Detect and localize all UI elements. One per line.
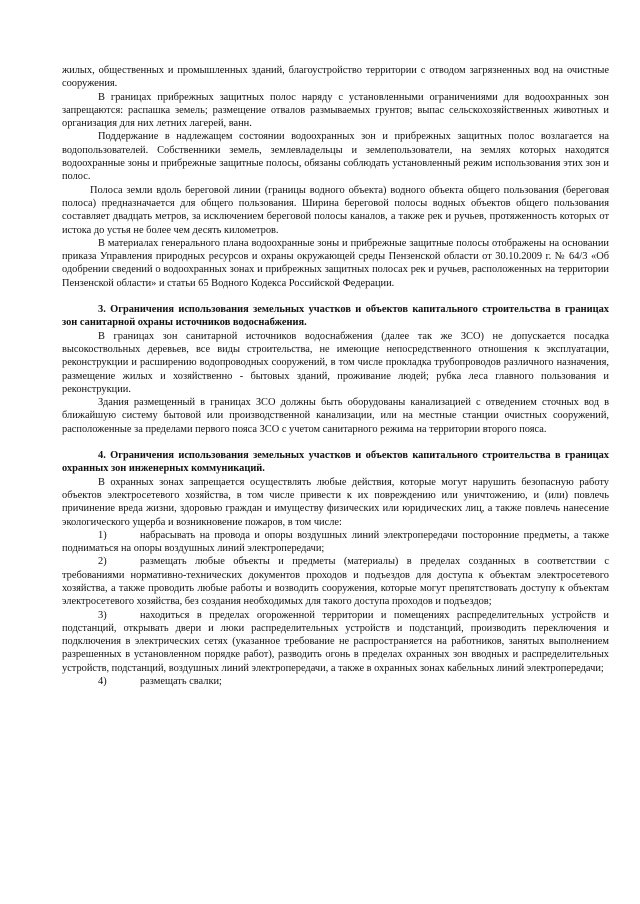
list-item-number: 4) [98, 676, 107, 688]
section-spacer [62, 290, 609, 303]
list-item-text: размещать любые объекты и предметы (материалы) в пределах созданных в соответствии с требованиями нормативно-технических документов проходов и подъездов для доступа к объектам электросетевого хозяйства, а также проводить любые работы и возводить сооружения, которые могут препятствовать доступу к объектам электросетевого хозяйства, без создания необходимых для такого доступа проходов и подъездов; [62, 556, 609, 608]
list-item-text: набрасывать на провода и опоры воздушных линий электропередачи посторонние предметы, а также подниматься на опоры воздушных линий электропередачи; [62, 529, 609, 555]
list-item-text: размещать свалки; [140, 676, 222, 688]
list-item [62, 675, 609, 688]
section-3-heading: 3. Ограничения использования земельных участков и объектов капитального строительства в границах зон санитарной охраны источников водоснабжения. [62, 304, 609, 329]
paragraph-coastal-band: Полоса земли вдоль береговой линии (границы водного объекта) водного объекта общего пользования (береговая полоса) предназначается для общего пользования. Ширина береговой полосы водных объектов общего пользования составляет двадцать метров, за исключением береговой полосы каналов, а также рек и ручьев, протяженность которых от истока до устья не более чем десять километров. [62, 184, 609, 236]
list-item-number: 2) [98, 556, 107, 568]
section-3-paragraph: Здания размещенный в границах ЗСО должны быть оборудованы канализацией с отведением сточных вод в ближайшую систему бытовой или производственной канализации, или на местные станции очистных сооружений, расположенные за пределами первого пояса ЗСО с учетом санитарного режима на территории второго пояса. [62, 397, 609, 435]
section-3-paragraph: В границах зон санитарной источников водоснабжения (далее так же ЗСО) не допускается посадка высокоствольных деревьев, все виды строительства, не имеющие непосредственного отношения к эксплуатации, реконструкции и расширению водопроводных сооружений, в том числе прокладка трубопроводов различного назначения, размещение жилых и хозяйственно - бытовых зданий, проживание людей; рубка леса главного пользования и реконструкции. [62, 330, 609, 395]
section-4-heading: 4. Ограничения использования земельных участков и объектов капитального строительства в границах охранных зон инженерных коммуникаций. [62, 450, 609, 475]
paragraph-coastal-strip-restrictions: В границах прибрежных защитных полос наряду с установленными ограничениями для водоохранных зон запрещаются: распашка земель; размещение отвалов размываемых грунтов; выпас сельскохозяйственных животных и организация для них летних лагерей, ванн. [62, 91, 609, 130]
paragraph-general-plan: В материалах генерального плана водоохранные зоны и прибрежные защитные полосы отображены на основании приказа Управления природных ресурсов и охраны окружающей среды Пензенской области от 30.10.2009 г. № 64/3 «Об одобрении сведений о водоохранных зонах и прибрежных защитных полосах рек и ручьев, расположенных на территории Пензенской области» и статьи 65 Водного Кодекса Российской Федерации. [62, 237, 609, 289]
paragraph-continuation: жилых, общественных и промышленных зданий, благоустройство территории с отводом загрязненных вод на очистные сооружения. [62, 65, 609, 90]
list-item [62, 555, 609, 608]
list-item-number: 1) [98, 529, 107, 541]
list-item [62, 609, 609, 675]
paragraph-maintenance-duties: Поддержание в надлежащем состоянии водоохранных зон и прибрежных защитных полос возлагается на водопользователей. Собственники земель, землевладельцы и землепользователи, на землях которых находятся водоохранные зоны и прибрежные защитные полосы, обязаны соблюдать установленный режим использования этих зон и полос. [62, 131, 609, 183]
section-spacer [62, 436, 609, 449]
list-item [62, 529, 609, 556]
list-item-text: находиться в пределах огороженной территории и помещениях распределительных устройств и подстанций, открывать двери и люки распределительных устройств и подстанций, производить переключения и подключения в электрических сетях (указанное требование не распространяется на работников, занятых выполнением разрешенных в установленном порядке работ), разводить огонь в пределах охранных зон вводных и распределительных устройств, подстанций, воздушных линий электропередачи, а также в охранных зонах кабельных линий электропередачи; [62, 609, 609, 674]
section-4-intro: В охранных зонах запрещается осуществлять любые действия, которые могут нарушить безопасную работу объектов электросетевого хозяйства, в том числе привести к их повреждению или уничтожению, и (или) повлечь причинение вреда жизни, здоровью граждан и имуществу физических или юридических лиц, а также повлечь нанесение экологического ущерба и возникновение пожаров, в том числе: [62, 476, 609, 528]
list-item-number: 3) [98, 609, 107, 621]
